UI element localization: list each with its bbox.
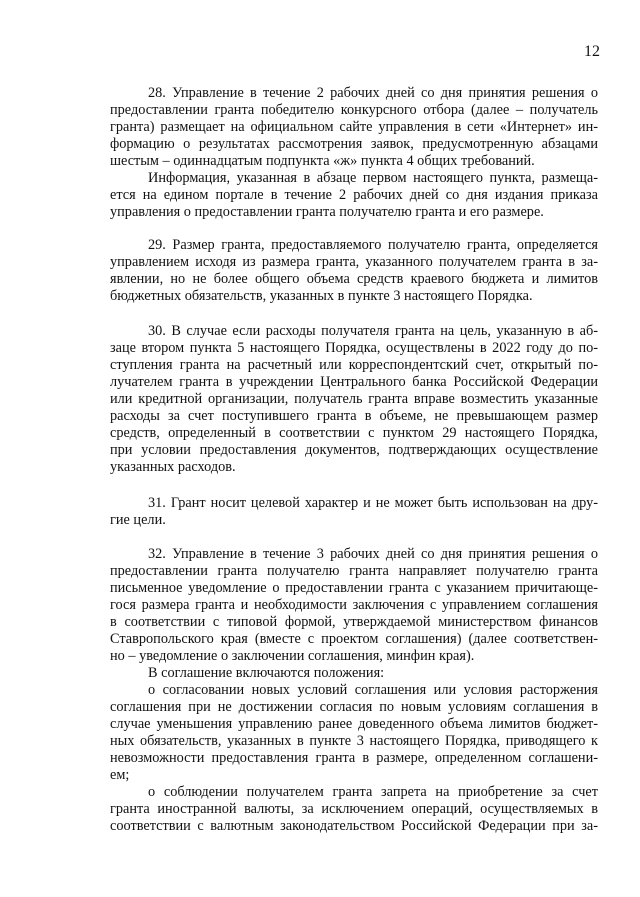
text-line: соглашения при не достижении согласия по новым условиям соглашения в	[110, 699, 598, 715]
text-line: письменное уведомление о предоставлении гранта с указанием причитающе-	[110, 580, 598, 596]
text-line: 29. Размер гранта, предоставляемого получателю гранта, определяется	[148, 237, 598, 253]
text-line: ных обязательств, указанных в пункте 3 настоящего Порядка, приводящего к	[110, 733, 598, 749]
text-line: при условии предоставления документов, подтверждающих осуществление	[110, 442, 598, 458]
text-line: о согласовании новых условий соглашения или условия расторжения	[148, 682, 598, 698]
text-line: управлением исходя из размера гранта, указанного получателем гранта в за-	[110, 254, 598, 270]
text-line: расходы за счет поступившего гранта в объеме, не превышающем размер	[110, 408, 598, 424]
text-line: ем;	[110, 767, 130, 783]
text-line: управления о предоставлении гранта получателю гранта и его размере.	[110, 204, 544, 220]
text-line: предоставлении гранта победителю конкурсного отбора (далее – получатель	[110, 102, 598, 118]
text-line: о соблюдении получателем гранта запрета на приобретение за счет	[148, 784, 598, 800]
text-line: формацию о результатах рассмотрения заявок, предусмотренную абзацами	[110, 136, 598, 152]
text-line: Информация, указанная в абзаце первом настоящего пункта, размеща-	[148, 170, 598, 186]
text-line: невозможности предоставления гранта в размере, определенном соглашени-	[110, 750, 598, 766]
text-line: шестым – одиннадцатым подпункта «ж» пункта 4 общих требований.	[110, 153, 535, 169]
text-line: явлении, но не более общего объема средств краевого бюджета и лимитов	[110, 271, 598, 287]
text-line: гранта иностранной валюты, за исключением операций, осуществляемых в	[110, 801, 598, 817]
text-line: гие цели.	[110, 512, 166, 528]
text-line: 30. В случае если расходы получателя гранта на цель, указанную в аб-	[148, 323, 598, 339]
text-line: или кредитной организации, получатель гранта вправе возместить указанные	[110, 391, 598, 407]
text-line: в соответствии с типовой формой, утверждаемой министерством финансов	[110, 614, 598, 630]
text-line: 31. Грант носит целевой характер и не может быть использован на дру-	[148, 495, 598, 511]
text-line: гося размера гранта и необходимости заключения с управлением соглашения	[110, 597, 598, 613]
page-number: 12	[584, 43, 600, 60]
text-line: ступления гранта на расчетный или корреспондентский счет, открытый по-	[110, 357, 598, 373]
text-line: ется на едином портале в течение 2 рабочих дней со дня издания приказа	[110, 187, 598, 203]
text-line: лучателем гранта в учреждении Центрального банка Российской Федерации	[110, 374, 598, 390]
text-line: случае уменьшения управлению ранее доведенного объема лимитов бюджет-	[110, 716, 598, 732]
text-line: бюджетных обязательств, указанных в пункте 3 настоящего Порядка.	[110, 288, 533, 304]
text-line: предоставлении гранта получателю гранта направляет получателю гранта	[110, 563, 598, 579]
text-line: 28. Управление в течение 2 рабочих дней со дня принятия решения о	[148, 85, 598, 101]
text-line: указанных расходов.	[110, 459, 236, 475]
text-line: Ставропольского края (вместе с проектом соглашения) (далее соответствен-	[110, 631, 598, 647]
text-line: 32. Управление в течение 3 рабочих дней со дня принятия решения о	[148, 546, 598, 562]
text-line: соответствии с валютным законодательством Российской Федерации при за-	[110, 818, 598, 834]
text-line: заце втором пункта 5 настоящего Порядка, осуществлены в 2022 году до по-	[110, 340, 598, 356]
text-line: средств, определенный в соответствии с пунктом 29 настоящего Порядка,	[110, 425, 598, 441]
text-line: но – уведомление о заключении соглашения, минфин края).	[110, 648, 475, 664]
text-line: гранта) размещает на официальном сайте управления в сети «Интернет» ин-	[110, 119, 598, 135]
text-line: В соглашение включаются положения:	[148, 665, 385, 681]
